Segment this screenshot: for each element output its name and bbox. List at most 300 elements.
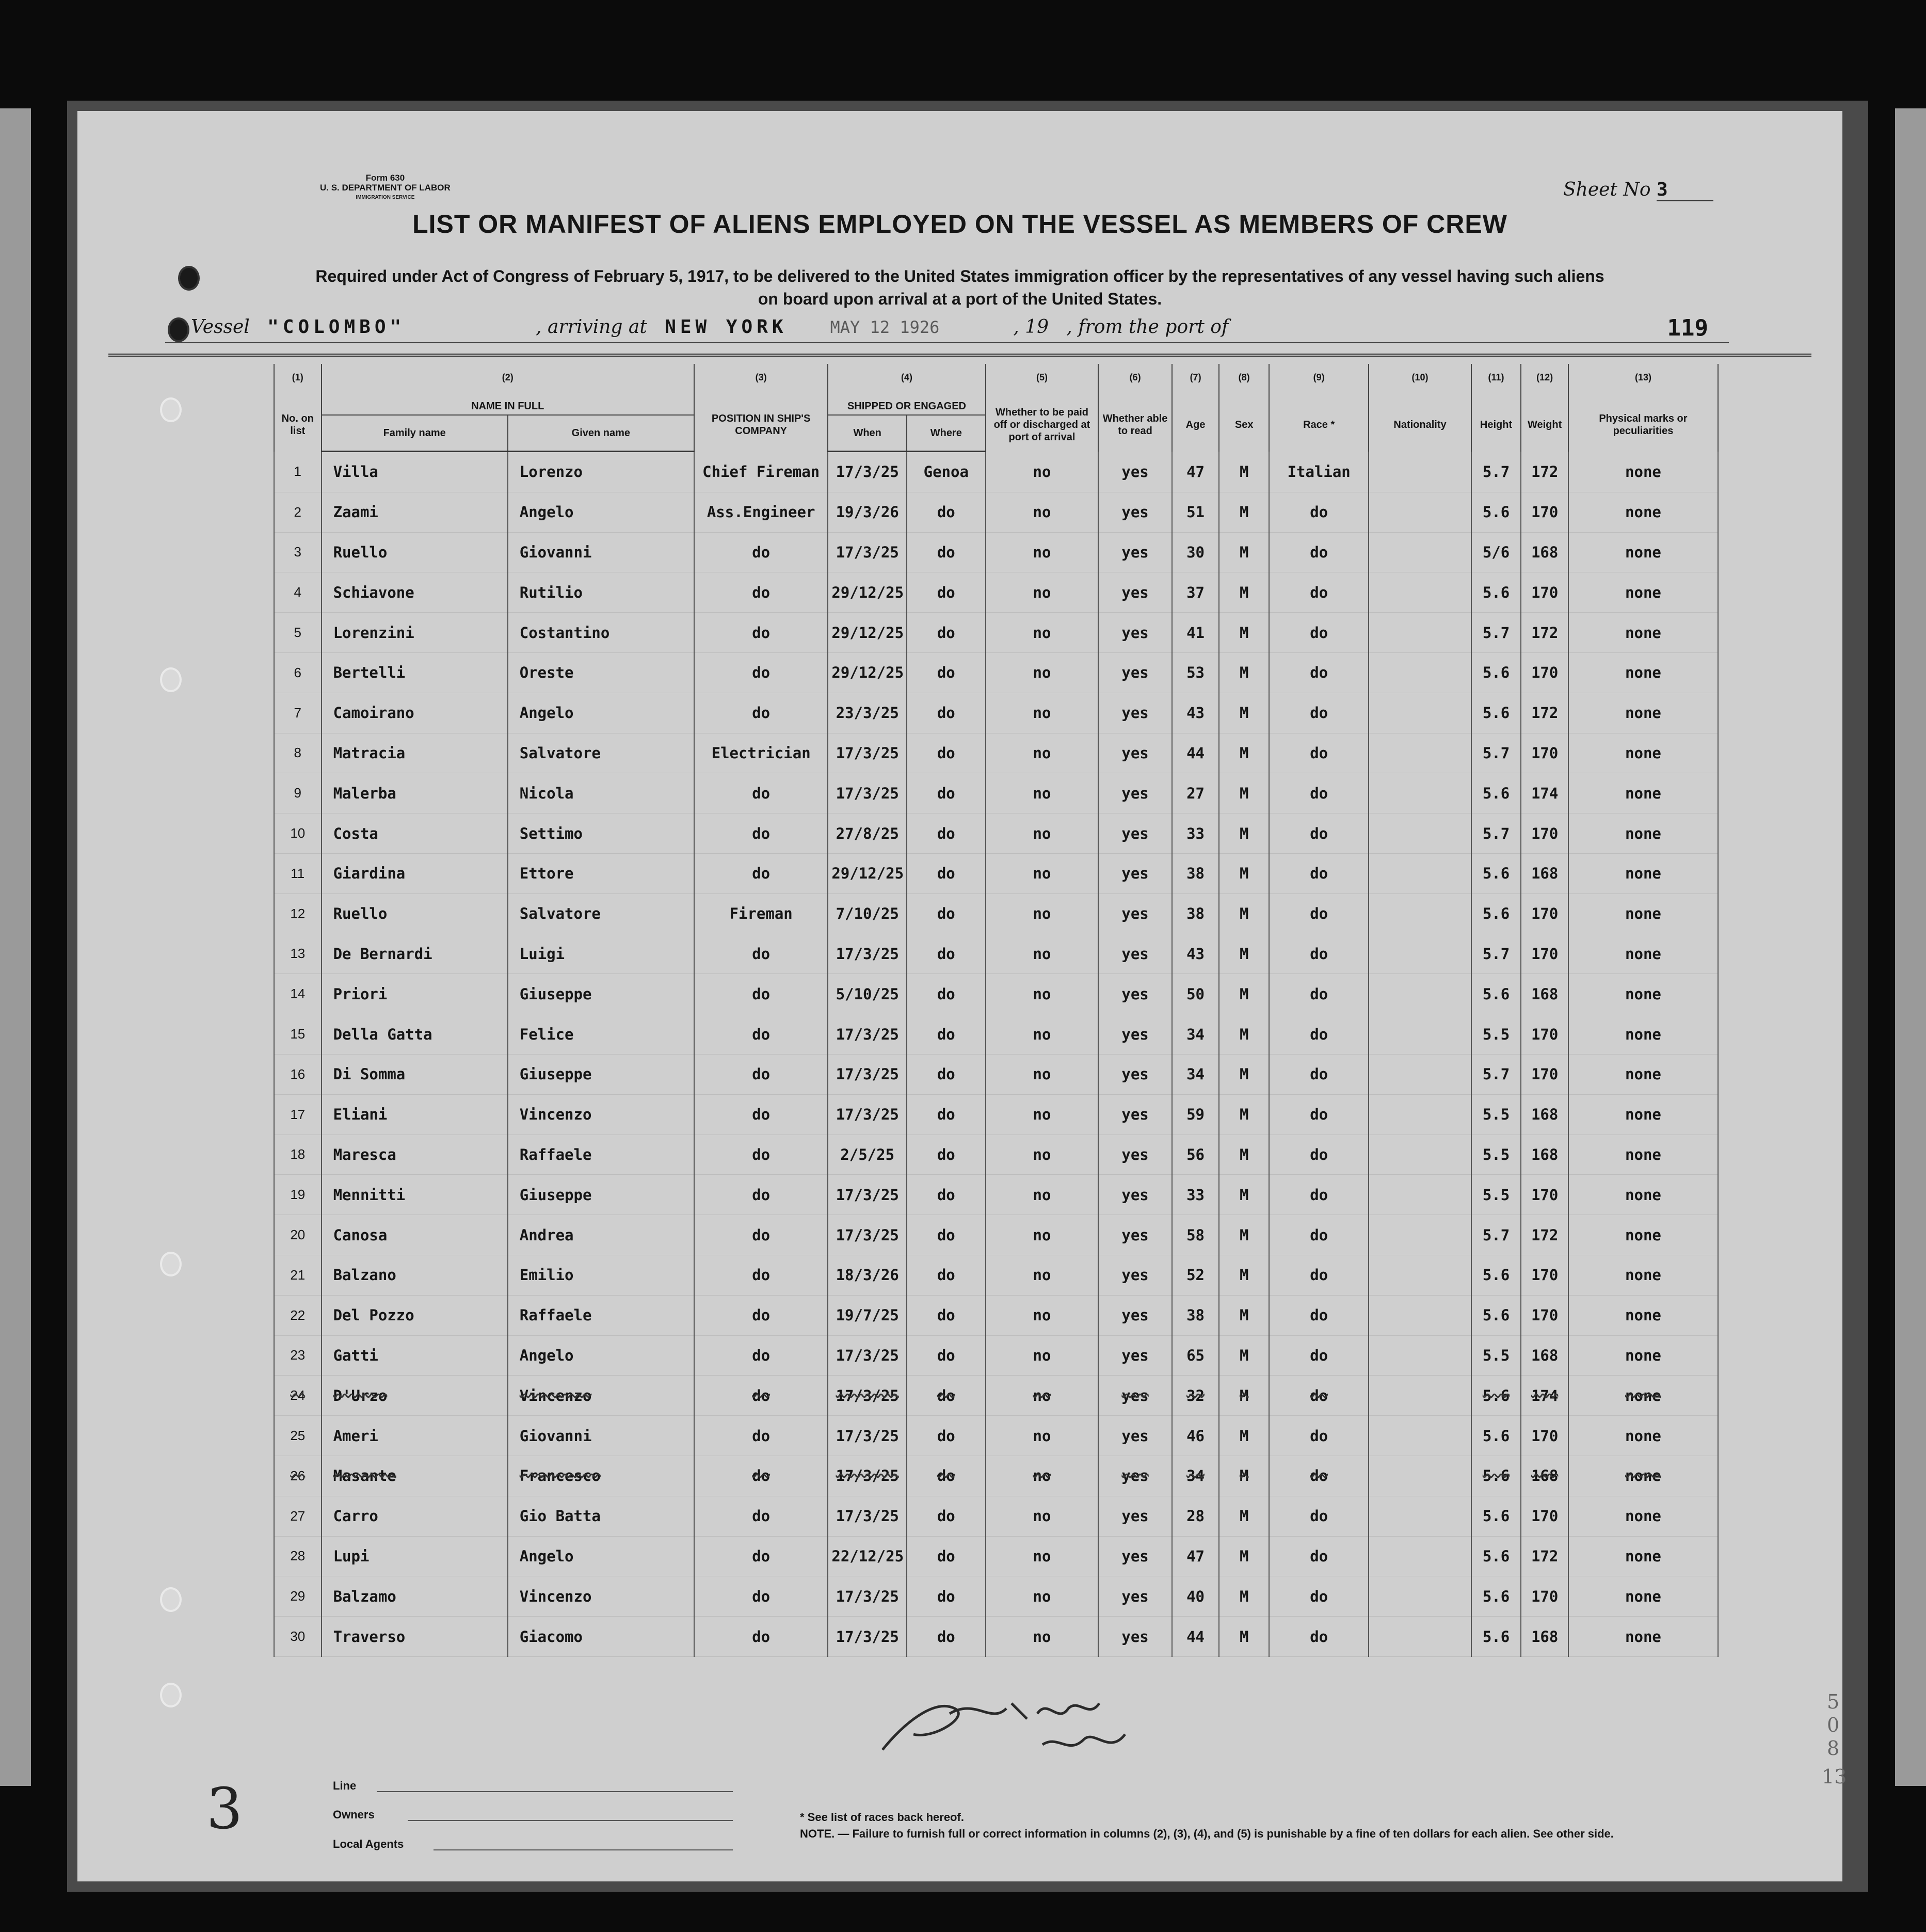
position-cell: Electrician	[694, 733, 828, 773]
age-cell: 56	[1172, 1135, 1219, 1175]
race-cell: do	[1269, 733, 1369, 773]
row-number-cell: 18	[274, 1135, 322, 1175]
physical-marks-cell: none	[1568, 974, 1718, 1014]
table-row	[274, 693, 1718, 733]
race-cell: do	[1269, 1135, 1369, 1175]
shipped-where-cell: do	[907, 1335, 986, 1376]
table-row	[274, 813, 1718, 854]
shipped-where-cell: do	[907, 1617, 986, 1657]
row-number-cell: 17	[274, 1094, 322, 1135]
given-name-cell: Settimo	[508, 813, 694, 854]
family-name-cell: Schiavone	[322, 572, 508, 613]
table-row	[274, 1496, 1718, 1536]
height-cell: 5.5	[1471, 1094, 1521, 1135]
weight-cell: 172	[1521, 693, 1568, 733]
family-name-cell: Malerba	[322, 773, 508, 813]
nationality-cell	[1369, 1215, 1471, 1255]
row-number-cell: 27	[274, 1496, 322, 1536]
height-cell: 5.5	[1471, 1175, 1521, 1215]
paid-off-cell: no	[986, 1617, 1099, 1657]
paid-off-cell: no	[986, 1094, 1099, 1135]
nationality-cell	[1369, 813, 1471, 854]
physical-marks-cell: none	[1568, 893, 1718, 934]
paid-off-cell: no	[986, 1376, 1099, 1416]
row-number-cell: 11	[274, 853, 322, 893]
age-cell: 33	[1172, 813, 1219, 854]
table-row	[274, 1054, 1718, 1094]
physical-marks-cell: none	[1568, 1456, 1718, 1496]
sex-cell: M	[1219, 893, 1269, 934]
nationality-cell	[1369, 693, 1471, 733]
nationality-cell	[1369, 853, 1471, 893]
race-cell: do	[1269, 652, 1369, 693]
nationality-cell	[1369, 1416, 1471, 1456]
family-name-cell: Gatti	[322, 1335, 508, 1376]
given-name-cell: Vincenzo	[508, 1376, 694, 1416]
sex-cell: M	[1219, 1416, 1269, 1456]
sex-cell: M	[1219, 652, 1269, 693]
age-cell: 27	[1172, 773, 1219, 813]
sex-cell: M	[1219, 613, 1269, 653]
height-cell: 5.6	[1471, 853, 1521, 893]
paid-off-cell: no	[986, 1416, 1099, 1456]
header-family-name: Family name	[322, 415, 508, 452]
paid-off-cell: no	[986, 773, 1099, 813]
col-num-3: (3)	[694, 364, 828, 398]
age-cell: 47	[1172, 1536, 1219, 1576]
position-cell: do	[694, 1014, 828, 1055]
nationality-cell	[1369, 613, 1471, 653]
shipped-where-cell: do	[907, 1456, 986, 1496]
given-name-cell: Gio Batta	[508, 1496, 694, 1536]
position-cell: Chief Fireman	[694, 452, 828, 492]
table-row	[274, 1094, 1718, 1135]
height-cell: 5.6	[1471, 1376, 1521, 1416]
col-num-10: (10)	[1369, 364, 1471, 398]
height-cell: 5.7	[1471, 1054, 1521, 1094]
height-cell: 5.6	[1471, 652, 1521, 693]
form-header	[320, 173, 451, 202]
weight-cell: 170	[1521, 813, 1568, 854]
table-row	[274, 1175, 1718, 1215]
nationality-cell	[1369, 893, 1471, 934]
given-name-cell: Felice	[508, 1014, 694, 1055]
paid-off-cell: no	[986, 1576, 1099, 1617]
race-cell: do	[1269, 572, 1369, 613]
paid-off-cell: no	[986, 813, 1099, 854]
age-cell: 34	[1172, 1014, 1219, 1055]
given-name-cell: Salvatore	[508, 893, 694, 934]
physical-marks-cell: none	[1568, 934, 1718, 974]
binder-hole	[160, 1252, 182, 1276]
height-cell: 5.6	[1471, 974, 1521, 1014]
paid-off-cell: no	[986, 693, 1099, 733]
nationality-cell	[1369, 1376, 1471, 1416]
position-cell: do	[694, 532, 828, 572]
shipped-when-cell: 17/3/25	[828, 1014, 907, 1055]
paid-off-cell: no	[986, 974, 1099, 1014]
paid-off-cell: no	[986, 1014, 1099, 1055]
paid-off-cell: no	[986, 572, 1099, 613]
position-cell: do	[694, 813, 828, 854]
paid-off-cell: no	[986, 1335, 1099, 1376]
paid-off-cell: no	[986, 1175, 1099, 1215]
shipped-when-cell: 19/3/26	[828, 492, 907, 532]
given-name-cell: Oreste	[508, 652, 694, 693]
weight-cell: 170	[1521, 733, 1568, 773]
shipped-where-cell: do	[907, 1295, 986, 1335]
family-name-cell: Carro	[322, 1496, 508, 1536]
table-row	[274, 1255, 1718, 1295]
nationality-cell	[1369, 452, 1471, 492]
position-cell: do	[694, 1094, 828, 1135]
subtitle-line-1: Required under Act of Congress of February 5, 1917, to be delivered to the United States immigration officer by the representatives of any vessel having such aliens	[315, 267, 1604, 285]
row-number-cell: 19	[274, 1175, 322, 1215]
weight-cell: 168	[1521, 1135, 1568, 1175]
age-cell: 38	[1172, 853, 1219, 893]
row-number-cell: 7	[274, 693, 322, 733]
inspector-signature	[872, 1678, 1141, 1765]
race-cell: do	[1269, 693, 1369, 733]
shipped-when-cell: 29/12/25	[828, 572, 907, 613]
position-cell: do	[694, 853, 828, 893]
shipped-when-cell: 17/3/25	[828, 532, 907, 572]
left-page-edge	[0, 108, 31, 1786]
shipped-when-cell: 18/3/26	[828, 1255, 907, 1295]
nationality-cell	[1369, 572, 1471, 613]
physical-marks-cell: none	[1568, 532, 1718, 572]
race-cell: do	[1269, 1456, 1369, 1496]
family-name-cell: Bertelli	[322, 652, 508, 693]
pencil-sheet-mark: 3	[206, 1776, 243, 1842]
position-cell: do	[694, 1416, 828, 1456]
nationality-cell	[1369, 532, 1471, 572]
weight-cell: 170	[1521, 652, 1568, 693]
table-row	[274, 1617, 1718, 1657]
position-cell: do	[694, 1496, 828, 1536]
footer-notes	[800, 1809, 1614, 1842]
header-shipped: SHIPPED OR ENGAGED	[828, 398, 985, 415]
nationality-cell	[1369, 1255, 1471, 1295]
column-number-row	[274, 364, 1718, 398]
header-paid-off: Whether to be paid off or discharged at port of arrival	[986, 398, 1099, 452]
height-cell: 5.6	[1471, 893, 1521, 934]
nationality-cell	[1369, 1576, 1471, 1617]
header-physical-marks: Physical marks or peculiarities	[1568, 398, 1718, 452]
age-cell: 38	[1172, 1295, 1219, 1335]
row-number-cell: 24	[274, 1376, 322, 1416]
col-num-5: (5)	[986, 364, 1099, 398]
margin-mark: 0	[1827, 1714, 1840, 1736]
family-name-cell: Ruello	[322, 532, 508, 572]
row-number-cell: 3	[274, 532, 322, 572]
height-cell: 5.6	[1471, 1416, 1521, 1456]
sex-cell: M	[1219, 813, 1269, 854]
age-cell: 46	[1172, 1416, 1219, 1456]
physical-marks-cell: none	[1568, 1094, 1718, 1135]
given-name-cell: Angelo	[508, 693, 694, 733]
footer-agents-rule	[434, 1849, 733, 1850]
shipped-when-cell: 17/3/25	[828, 1376, 907, 1416]
shipped-when-cell: 29/12/25	[828, 613, 907, 653]
weight-cell: 168	[1521, 1456, 1568, 1496]
sheet-number-field	[1563, 179, 1713, 201]
race-cell: do	[1269, 1416, 1369, 1456]
position-cell: do	[694, 613, 828, 653]
crew-table	[274, 364, 1719, 1657]
family-name-cell: Matracia	[322, 733, 508, 773]
shipped-when-cell: 7/10/25	[828, 893, 907, 934]
header-sex: Sex	[1219, 398, 1269, 452]
nationality-cell	[1369, 1175, 1471, 1215]
shipped-when-cell: 17/3/25	[828, 1175, 907, 1215]
height-cell: 5.7	[1471, 452, 1521, 492]
able-to-read-cell: yes	[1098, 1255, 1171, 1295]
shipped-when-cell: 17/3/25	[828, 1496, 907, 1536]
age-cell: 44	[1172, 1617, 1219, 1657]
nationality-cell	[1369, 652, 1471, 693]
table-row	[274, 773, 1718, 813]
weight-cell: 170	[1521, 934, 1568, 974]
margin-mark: 13	[1822, 1765, 1847, 1788]
table-row	[274, 652, 1718, 693]
weight-cell: 168	[1521, 1094, 1568, 1135]
position-cell: do	[694, 572, 828, 613]
nationality-cell	[1369, 1456, 1471, 1496]
family-name-cell: Mennitti	[322, 1175, 508, 1215]
family-name-cell: Lorenzini	[322, 613, 508, 653]
height-cell: 5.6	[1471, 1617, 1521, 1657]
nationality-cell	[1369, 733, 1471, 773]
able-to-read-cell: yes	[1098, 1054, 1171, 1094]
physical-marks-cell: none	[1568, 572, 1718, 613]
able-to-read-cell: yes	[1098, 652, 1171, 693]
row-number-cell: 29	[274, 1576, 322, 1617]
table-row	[274, 893, 1718, 934]
paid-off-cell: no	[986, 1295, 1099, 1335]
weight-cell: 174	[1521, 1376, 1568, 1416]
header-name-in-full: NAME IN FULL	[322, 398, 694, 415]
header-where: Where	[907, 415, 986, 452]
right-page-edge	[1895, 108, 1926, 1786]
shipped-where-cell: do	[907, 773, 986, 813]
row-number-cell: 1	[274, 452, 322, 492]
height-cell: 5.5	[1471, 1014, 1521, 1055]
able-to-read-cell: yes	[1098, 853, 1171, 893]
weight-cell: 168	[1521, 1617, 1568, 1657]
family-name-cell: Villa	[322, 452, 508, 492]
sex-cell: M	[1219, 733, 1269, 773]
age-cell: 59	[1172, 1094, 1219, 1135]
position-cell: do	[694, 1215, 828, 1255]
table-row	[274, 1295, 1718, 1335]
shipped-when-cell: 17/3/25	[828, 452, 907, 492]
shipped-when-cell: 17/3/25	[828, 1054, 907, 1094]
given-name-cell: Emilio	[508, 1255, 694, 1295]
age-cell: 43	[1172, 934, 1219, 974]
sex-cell: M	[1219, 773, 1269, 813]
sex-cell: M	[1219, 974, 1269, 1014]
sex-cell: M	[1219, 572, 1269, 613]
manifest-sheet	[77, 111, 1842, 1881]
race-cell: do	[1269, 934, 1369, 974]
weight-cell: 172	[1521, 1536, 1568, 1576]
race-cell: do	[1269, 893, 1369, 934]
able-to-read-cell: yes	[1098, 1416, 1171, 1456]
able-to-read-cell: yes	[1098, 1094, 1171, 1135]
physical-marks-cell: none	[1568, 733, 1718, 773]
height-cell: 5/6	[1471, 532, 1521, 572]
physical-marks-cell: none	[1568, 1416, 1718, 1456]
family-name-cell: Zaami	[322, 492, 508, 532]
position-cell: do	[694, 1456, 828, 1496]
weight-cell: 170	[1521, 492, 1568, 532]
height-cell: 5.7	[1471, 813, 1521, 854]
col-num-6: (6)	[1098, 364, 1171, 398]
family-name-cell: Camoirano	[322, 693, 508, 733]
table-row	[274, 853, 1718, 893]
vessel-line	[191, 316, 1228, 338]
shipped-where-cell: do	[907, 532, 986, 572]
able-to-read-cell: yes	[1098, 1376, 1171, 1416]
age-cell: 47	[1172, 452, 1219, 492]
position-cell: Fireman	[694, 893, 828, 934]
row-number-cell: 23	[274, 1335, 322, 1376]
sex-cell: M	[1219, 1054, 1269, 1094]
nationality-cell	[1369, 492, 1471, 532]
given-name-cell: Francesco	[508, 1456, 694, 1496]
binder-hole	[168, 317, 189, 342]
physical-marks-cell: none	[1568, 853, 1718, 893]
footer-line-label: Line	[333, 1779, 357, 1792]
able-to-read-cell: yes	[1098, 1617, 1171, 1657]
footer-owners-rule	[408, 1820, 733, 1821]
races-note: * See list of races back hereof.	[800, 1811, 964, 1824]
age-cell: 51	[1172, 492, 1219, 532]
age-cell: 65	[1172, 1335, 1219, 1376]
shipped-where-cell: do	[907, 893, 986, 934]
position-cell: do	[694, 1175, 828, 1215]
age-cell: 37	[1172, 572, 1219, 613]
position-cell: do	[694, 934, 828, 974]
given-name-cell: Ettore	[508, 853, 694, 893]
shipped-when-cell: 17/3/25	[828, 773, 907, 813]
sex-cell: M	[1219, 1295, 1269, 1335]
given-name-cell: Angelo	[508, 1536, 694, 1576]
able-to-read-cell: yes	[1098, 1295, 1171, 1335]
paid-off-cell: no	[986, 1054, 1099, 1094]
family-name-cell: Balzano	[322, 1255, 508, 1295]
given-name-cell: Costantino	[508, 613, 694, 653]
race-cell: do	[1269, 1054, 1369, 1094]
shipped-when-cell: 19/7/25	[828, 1295, 907, 1335]
shipped-where-cell: do	[907, 693, 986, 733]
able-to-read-cell: yes	[1098, 1576, 1171, 1617]
table-row	[274, 934, 1718, 974]
weight-cell: 172	[1521, 1215, 1568, 1255]
table-row	[274, 1576, 1718, 1617]
sheet-number-label: Sheet No	[1563, 179, 1651, 200]
height-cell: 5.5	[1471, 1335, 1521, 1376]
shipped-when-cell: 27/8/25	[828, 813, 907, 854]
race-cell: do	[1269, 1014, 1369, 1055]
given-name-cell: Giacomo	[508, 1617, 694, 1657]
shipped-when-cell: 17/3/25	[828, 733, 907, 773]
shipped-when-cell: 17/3/25	[828, 1576, 907, 1617]
sex-cell: M	[1219, 1456, 1269, 1496]
physical-marks-cell: none	[1568, 1335, 1718, 1376]
age-cell: 40	[1172, 1576, 1219, 1617]
nationality-cell	[1369, 1135, 1471, 1175]
arrival-port: NEW YORK	[665, 316, 788, 338]
col-num-7: (7)	[1172, 364, 1219, 398]
row-number-cell: 15	[274, 1014, 322, 1055]
given-name-cell: Giuseppe	[508, 1054, 694, 1094]
able-to-read-cell: yes	[1098, 1014, 1171, 1055]
shipped-where-cell: do	[907, 1175, 986, 1215]
sex-cell: M	[1219, 1335, 1269, 1376]
height-cell: 5.6	[1471, 492, 1521, 532]
row-number-cell: 20	[274, 1215, 322, 1255]
paid-off-cell: no	[986, 1135, 1099, 1175]
able-to-read-cell: yes	[1098, 492, 1171, 532]
able-to-read-cell: yes	[1098, 1456, 1171, 1496]
sex-cell: M	[1219, 1496, 1269, 1536]
paid-off-cell: no	[986, 1536, 1099, 1576]
height-cell: 5.7	[1471, 1215, 1521, 1255]
header-when: When	[828, 415, 907, 452]
weight-cell: 170	[1521, 1014, 1568, 1055]
col-num-2: (2)	[322, 364, 694, 398]
height-cell: 5.7	[1471, 613, 1521, 653]
position-cell: do	[694, 1255, 828, 1295]
shipped-where-cell: do	[907, 974, 986, 1014]
binder-hole	[160, 397, 182, 422]
given-name-cell: Vincenzo	[508, 1576, 694, 1617]
nationality-cell	[1369, 1335, 1471, 1376]
age-cell: 34	[1172, 1054, 1219, 1094]
row-number-cell: 16	[274, 1054, 322, 1094]
physical-marks-cell: none	[1568, 1376, 1718, 1416]
given-name-cell: Giuseppe	[508, 974, 694, 1014]
able-to-read-cell: yes	[1098, 613, 1171, 653]
shipped-when-cell: 23/3/25	[828, 693, 907, 733]
physical-marks-cell: none	[1568, 492, 1718, 532]
shipped-when-cell: 29/12/25	[828, 652, 907, 693]
sex-cell: M	[1219, 1536, 1269, 1576]
age-cell: 38	[1172, 893, 1219, 934]
shipped-where-cell: do	[907, 1014, 986, 1055]
shipped-where-cell: do	[907, 853, 986, 893]
age-cell: 32	[1172, 1376, 1219, 1416]
col-num-12: (12)	[1521, 364, 1568, 398]
row-number-cell: 12	[274, 893, 322, 934]
race-cell: do	[1269, 1536, 1369, 1576]
paid-off-cell: no	[986, 1496, 1099, 1536]
given-name-cell: Raffaele	[508, 1135, 694, 1175]
given-name-cell: Angelo	[508, 1335, 694, 1376]
given-name-cell: Luigi	[508, 934, 694, 974]
shipped-where-cell: do	[907, 572, 986, 613]
nationality-cell	[1369, 773, 1471, 813]
physical-marks-cell: none	[1568, 1536, 1718, 1576]
shipped-when-cell: 29/12/25	[828, 853, 907, 893]
header-able-to-read: Whether able to read	[1098, 398, 1171, 452]
family-name-cell: Di Somma	[322, 1054, 508, 1094]
margin-mark: 8	[1827, 1737, 1840, 1760]
paid-off-cell: no	[986, 652, 1099, 693]
header-height: Height	[1471, 398, 1521, 452]
